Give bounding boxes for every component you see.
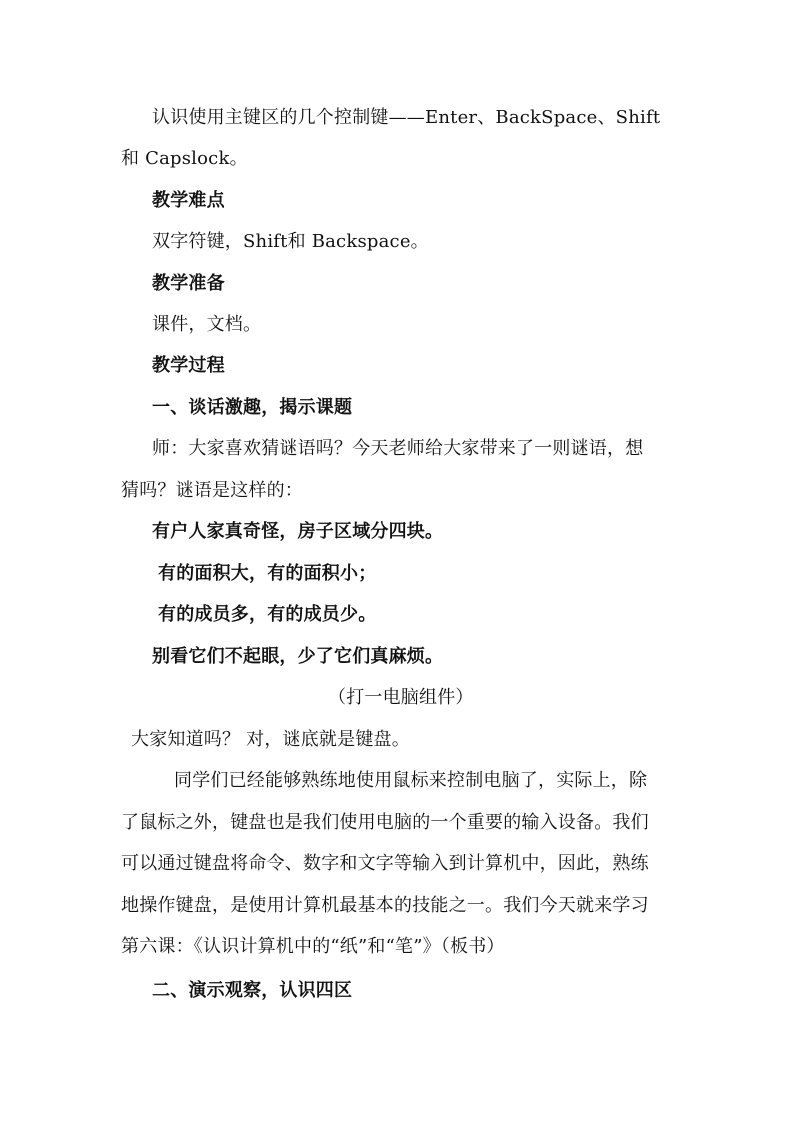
body-text-line: 和 Capslock。 <box>121 148 248 169</box>
body-text-line: 猜吗？谜语是这样的： <box>121 480 303 501</box>
body-text-line: 认识使用主键区的几个控制键——Enter、BackSpace、Shift <box>152 107 661 128</box>
body-text-line: 大家知道吗？ 对，谜底就是键盘。 <box>131 729 410 750</box>
riddle-line: 有的成员多，有的成员少。 <box>158 604 377 625</box>
riddle-line: 有户人家真奇怪，房子区域分四块。 <box>152 521 444 542</box>
section-heading-difficulty: 教学难点 <box>152 190 225 211</box>
section-heading-process: 教学过程 <box>152 355 225 376</box>
body-text-line: 地操作键盘，是使用计算机最基本的技能之一。我们今天就来学习 <box>121 895 649 916</box>
body-text-line: 可以通过键盘将命令、数字和文字等输入到计算机中，因此，熟练 <box>121 853 649 874</box>
body-text-line: 了鼠标之外，键盘也是我们使用电脑的一个重要的输入设备。我们 <box>121 812 649 833</box>
body-text-line: 同学们已经能够熟练地使用鼠标来控制电脑了，实际上，除 <box>174 770 648 791</box>
riddle-line: 别看它们不起眼，少了它们真麻烦。 <box>152 646 444 667</box>
body-text-line: 师：大家喜欢猜谜语吗？今天老师给大家带来了一则谜语，想 <box>152 438 644 459</box>
riddle-hint: （打一电脑组件） <box>328 687 474 708</box>
body-text-line: 第六课：《认识计算机中的“纸”和“笔”》（板书） <box>121 936 505 957</box>
body-text-line: 双字符键，Shift和 Backspace。 <box>152 231 429 252</box>
section-heading-preparation: 教学准备 <box>152 273 225 294</box>
riddle-line: 有的面积大，有的面积小； <box>158 563 377 584</box>
section-heading-1: 一、谈话激趣，揭示课题 <box>152 397 353 418</box>
section-heading-2: 二、演示观察，认识四区 <box>152 980 353 1001</box>
body-text-line: 课件，文档。 <box>152 314 262 335</box>
